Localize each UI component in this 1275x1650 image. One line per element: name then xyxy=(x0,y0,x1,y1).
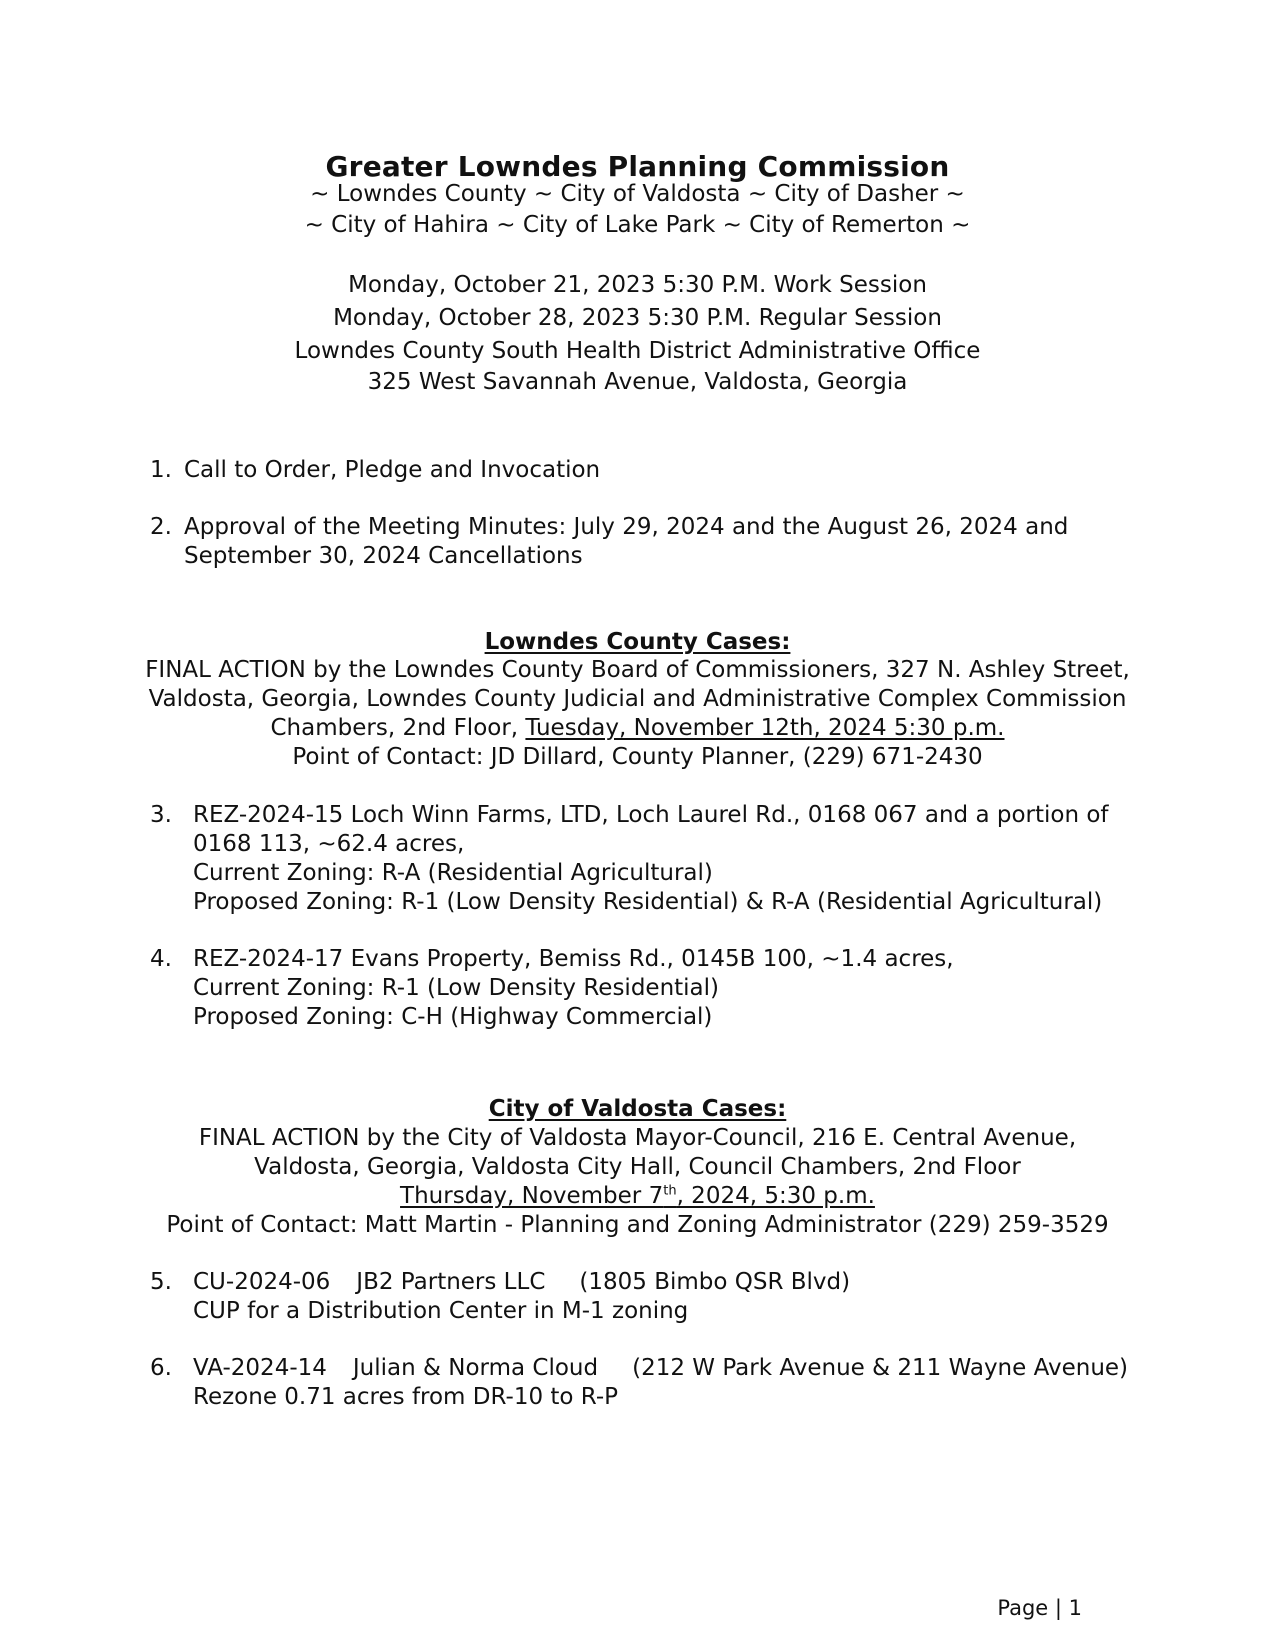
lowndes-final-action-line-1: FINAL ACTION by the Lowndes County Board of Commissioners, 327 N. Ashley Street, xyxy=(145,657,1130,683)
address-line: 325 West Savannah Avenue, Valdosta, Georgia xyxy=(367,369,908,395)
item-case-line xyxy=(193,1267,850,1297)
item-text-line-1: Approval of the Meeting Minutes: July 29, 2024 and the August 26, 2024 and xyxy=(184,514,1069,540)
case-location: (1805 Bimbo QSR Blvd) xyxy=(579,1269,851,1295)
item-number: 2. xyxy=(150,514,172,540)
lowndes-final-action-line-2: Valdosta, Georgia, Lowndes County Judicial and Administrative Complex Commission xyxy=(148,686,1127,712)
item-text-line-4: Proposed Zoning: R-1 (Low Density Residential) & R-A (Residential Agricultural) xyxy=(193,889,1103,915)
item-number: 5. xyxy=(150,1269,172,1295)
valdosta-meeting-date xyxy=(400,1183,875,1209)
valdosta-section-heading: City of Valdosta Cases: xyxy=(488,1096,787,1122)
item-text-line-3: Proposed Zoning: C-H (Highway Commercial) xyxy=(193,1004,713,1030)
date-text: Thursday, November 7 xyxy=(400,1183,664,1209)
venue-line: Lowndes County South Health District Administrative Office xyxy=(294,338,981,364)
item-number: 4. xyxy=(150,946,172,972)
date-ordinal: th xyxy=(663,1183,677,1199)
valdosta-meeting-date-line xyxy=(0,1181,1275,1211)
page-number: Page | 1 xyxy=(997,1596,1082,1620)
item-text-line-3: Current Zoning: R-A (Residential Agricultural) xyxy=(193,860,713,886)
jurisdictions-line-2: ~ City of Hahira ~ City of Lake Park ~ City of Remerton ~ xyxy=(304,212,971,238)
document-title: Greater Lowndes Planning Commission xyxy=(325,150,950,183)
lowndes-location-text: Chambers, 2nd Floor, xyxy=(270,715,526,741)
item-text-line-2: Current Zoning: R-1 (Low Density Residential) xyxy=(193,975,720,1001)
item-number: 1. xyxy=(150,457,172,483)
case-number: CU-2024-06 xyxy=(193,1269,331,1295)
date-time: , 2024, 5:30 p.m. xyxy=(676,1183,875,1209)
regular-session-line: Monday, October 28, 2023 5:30 P.M. Regular Session xyxy=(333,305,942,331)
item-text-line-2: 0168 113, ~62.4 acres, xyxy=(193,831,465,857)
item-description: Rezone 0.71 acres from DR-10 to R-P xyxy=(193,1384,619,1410)
item-case-line xyxy=(193,1353,1128,1383)
valdosta-final-action-line-2: Valdosta, Georgia, Valdosta City Hall, Council Chambers, 2nd Floor xyxy=(254,1154,1021,1180)
item-text-line-1: REZ-2024-17 Evans Property, Bemiss Rd., 0145B 100, ~1.4 acres, xyxy=(193,946,954,972)
item-number: 3. xyxy=(150,802,172,828)
applicant: JB2 Partners LLC xyxy=(356,1269,546,1295)
lowndes-final-action-line-3 xyxy=(0,713,1275,743)
valdosta-contact: Point of Contact: Matt Martin - Planning and Zoning Administrator (229) 259-3529 xyxy=(166,1212,1109,1238)
item-description: CUP for a Distribution Center in M-1 zoning xyxy=(193,1298,689,1324)
case-number: VA-2024-14 xyxy=(193,1355,327,1381)
jurisdictions-line-1: ~ Lowndes County ~ City of Valdosta ~ City of Dasher ~ xyxy=(310,181,965,207)
case-location: (212 W Park Avenue & 211 Wayne Avenue) xyxy=(632,1355,1129,1381)
applicant: Julian & Norma Cloud xyxy=(352,1355,599,1381)
lowndes-section-heading: Lowndes County Cases: xyxy=(484,629,791,655)
item-text: Call to Order, Pledge and Invocation xyxy=(184,457,601,483)
lowndes-contact: Point of Contact: JD Dillard, County Planner, (229) 671-2430 xyxy=(292,744,983,770)
item-number: 6. xyxy=(150,1355,172,1381)
work-session-line: Monday, October 21, 2023 5:30 P.M. Work Session xyxy=(348,272,927,298)
item-text-line-2: September 30, 2024 Cancellations xyxy=(184,543,583,569)
item-text-line-1: REZ-2024-15 Loch Winn Farms, LTD, Loch Laurel Rd., 0168 067 and a portion of xyxy=(193,802,1109,828)
lowndes-meeting-date: Tuesday, November 12th, 2024 5:30 p.m. xyxy=(525,715,1005,741)
valdosta-final-action-line-1: FINAL ACTION by the City of Valdosta Mayor-Council, 216 E. Central Avenue, xyxy=(198,1125,1077,1151)
